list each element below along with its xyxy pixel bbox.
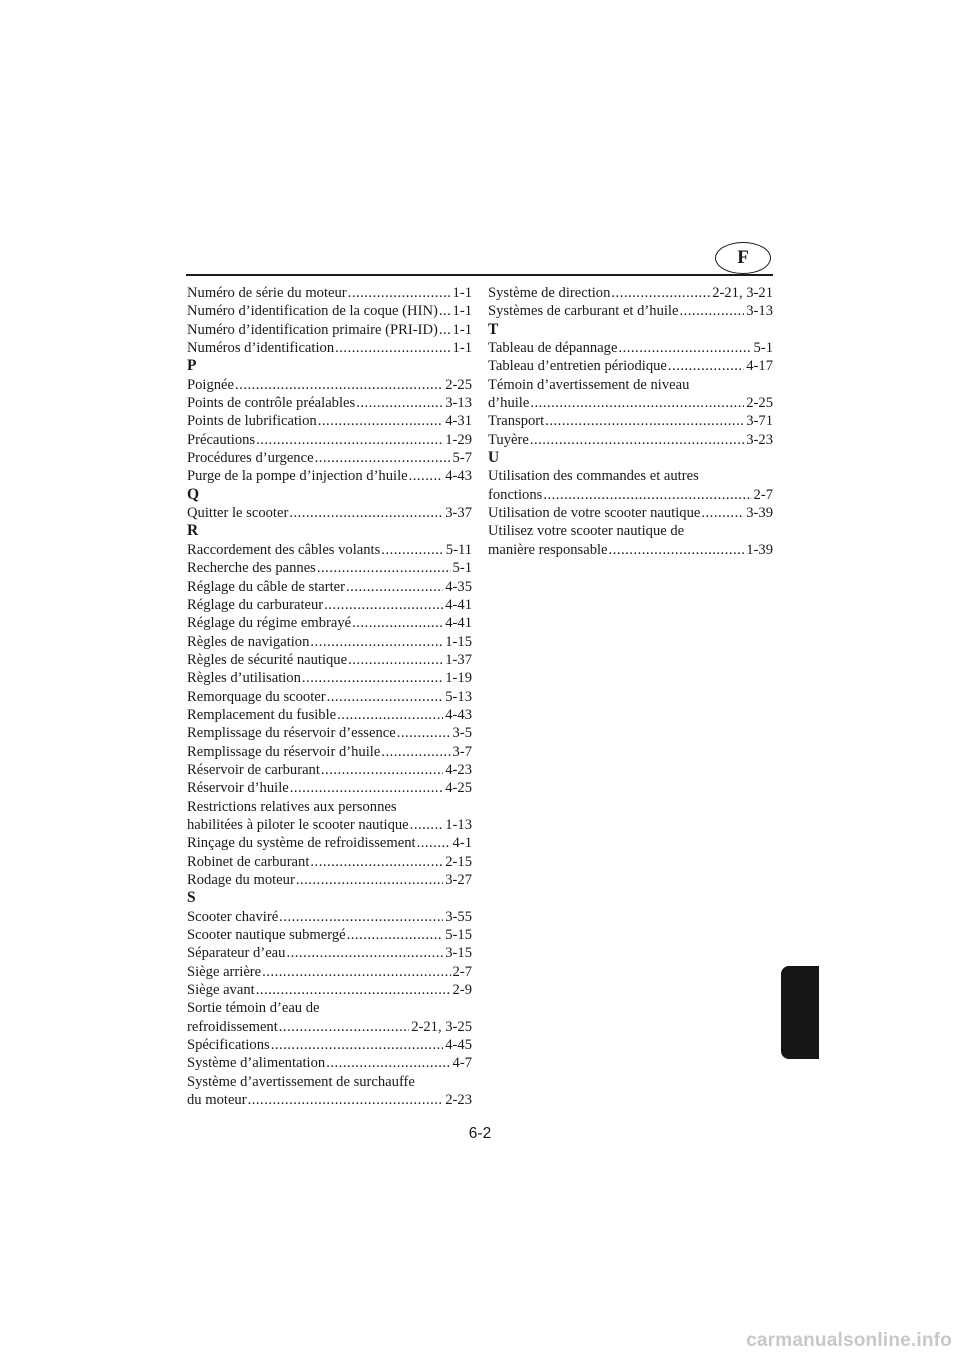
index-entry-page-ref: 2-21, 3-25 [411, 1018, 472, 1035]
dot-leader [310, 633, 443, 651]
index-entry-title: habilitées à piloter le scooter nautique [187, 816, 409, 833]
dot-leader [235, 376, 443, 394]
dot-leader [302, 669, 443, 687]
index-letter-heading: S [187, 889, 196, 907]
index-entry [488, 284, 773, 302]
index-entry-title: Remorquage du scooter [187, 688, 326, 705]
index-entry-page-ref: 5-13 [445, 688, 472, 705]
dot-leader [348, 284, 451, 302]
dot-leader [248, 1091, 444, 1109]
index-entry [187, 431, 472, 449]
dot-leader [290, 779, 444, 797]
index-entry-title: Siège arrière [187, 963, 262, 980]
dot-leader [668, 357, 744, 375]
index-entry [488, 376, 773, 413]
index-entry [488, 357, 773, 375]
dot-leader [289, 504, 443, 522]
index-entry-page-ref: 4-23 [445, 761, 472, 778]
dot-leader [530, 431, 744, 449]
index-letter-heading: Q [187, 485, 200, 503]
index-entry-title-line1: Utilisez votre scooter nautique de [488, 523, 685, 540]
index-entry-title: Spécifications [187, 1037, 270, 1054]
index-entry-title: Réglage du carburateur [187, 596, 324, 613]
index-entry [187, 743, 472, 761]
index-entry [187, 926, 472, 944]
dot-leader [327, 688, 444, 706]
dot-leader [326, 1054, 450, 1072]
index-entry-title: Poignée [187, 376, 235, 393]
index-entry [187, 669, 472, 687]
index-entry [187, 981, 472, 999]
index-entry [187, 321, 472, 339]
index-entry [187, 449, 472, 467]
index-entry-title: Numéro d’identification de la coque (HIN) [187, 303, 438, 320]
index-entry-title: Séparateur d’eau [187, 945, 286, 962]
dot-leader [609, 541, 745, 559]
index-entry [488, 339, 773, 357]
index-entry-title: Points de contrôle préalables [187, 395, 356, 412]
index-entry [187, 999, 472, 1036]
dot-leader [262, 963, 450, 981]
index-entry-title: Numéro de série du moteur [187, 285, 347, 301]
index-entry-title: Rodage du moteur [187, 872, 295, 888]
index-entry-title: Raccordement des câbles volants [187, 541, 381, 558]
index-entry [187, 339, 472, 357]
index-entry-title: Remplissage du réservoir d’huile [187, 743, 381, 760]
index-entry-page-ref: 5-11 [445, 541, 472, 558]
index-entry-title: Transport [488, 413, 545, 430]
index-entry-page-ref: 1-1 [452, 303, 472, 320]
index-entry-page-ref: 2-15 [445, 853, 472, 870]
index-entry [187, 467, 472, 485]
index-entry-title: Points de lubrification [187, 413, 317, 430]
index-entry-title-line1: Restrictions relatives aux personnes [187, 798, 397, 815]
index-entry-page-ref: 3-5 [452, 725, 472, 742]
dot-leader [381, 541, 443, 559]
dot-leader [545, 412, 744, 430]
dot-leader [611, 284, 710, 302]
index-entry [187, 394, 472, 412]
index-entry [187, 724, 472, 742]
index-entry-title: Réglage du câble de starter [187, 578, 346, 595]
index-entry-title: Règles de sécurité nautique [187, 651, 348, 668]
dot-leader [530, 394, 744, 412]
index-entry-title: Réservoir de carburant [187, 761, 320, 778]
index-entry-page-ref: 4-7 [452, 1055, 472, 1072]
page-number: 6-2 [468, 1125, 492, 1142]
dot-leader [356, 394, 443, 412]
index-entry-title: Robinet de carburant [187, 853, 310, 870]
index-entry-page-ref: 4-43 [445, 706, 472, 723]
index-entry [187, 1073, 472, 1110]
index-entry [187, 302, 472, 320]
dot-leader [679, 302, 744, 320]
dot-leader [324, 596, 443, 614]
index-entry-page-ref: 3-15 [445, 945, 472, 962]
index-entry-page-ref: 2-21, 3-21 [712, 285, 773, 301]
dot-leader [439, 302, 451, 320]
index-entry [488, 522, 773, 559]
index-letter-heading: U [488, 449, 500, 467]
index-entry-title-line1: Utilisation des commandes et autres [488, 468, 699, 485]
dot-leader [279, 908, 443, 926]
index-entry-title: refroidissement [187, 1018, 278, 1035]
index-entry [187, 1054, 472, 1072]
index-entry [187, 412, 472, 430]
index-entry-page-ref: 2-7 [452, 963, 472, 980]
index-entry-page-ref: 4-31 [445, 413, 472, 430]
index-entry-title-line1: Témoin d’avertissement de niveau [488, 376, 690, 393]
index-entry [488, 412, 773, 430]
index-entry-page-ref: 2-25 [746, 395, 773, 412]
index-entry-page-ref: 5-1 [753, 340, 773, 357]
dot-leader [315, 449, 451, 467]
index-entry-title: Système de direction [488, 285, 611, 301]
index-entry-page-ref: 4-35 [445, 578, 472, 595]
index-entry [187, 871, 472, 889]
index-entry-page-ref: 1-29 [445, 431, 472, 448]
index-entry-title: Précautions [187, 431, 256, 448]
index-entry-page-ref: 3-23 [746, 431, 773, 448]
index-entry-page-ref: 5-1 [452, 560, 472, 577]
index-entry-title: Remplissage du réservoir d’essence [187, 725, 396, 742]
index-entry [187, 963, 472, 981]
index-entry-page-ref: 1-19 [445, 670, 472, 687]
index-entry [187, 596, 472, 614]
index-entry [488, 431, 773, 449]
index-entry-title: Siège avant [187, 982, 255, 999]
index-entry-page-ref: 4-41 [445, 615, 472, 632]
index-entry-page-ref: 3-39 [746, 505, 773, 522]
index-entry [488, 302, 773, 320]
index-entry [187, 834, 472, 852]
index-column-right [488, 284, 773, 559]
index-entry-page-ref: 4-43 [445, 468, 472, 485]
index-entry-title: Procédures d’urgence [187, 450, 314, 467]
index-entry [187, 688, 472, 706]
index-entry-page-ref: 1-1 [452, 340, 472, 357]
index-entry-page-ref: 4-41 [445, 596, 472, 613]
dot-leader [381, 743, 450, 761]
index-entry-title: Numéros d’identification [187, 340, 335, 357]
index-entry-title: Recherche des pannes [187, 560, 316, 577]
index-entry-page-ref: 4-45 [445, 1037, 472, 1054]
index-entry [187, 908, 472, 926]
index-entry-title: Réservoir d’huile [187, 780, 289, 797]
index-letter-heading: P [187, 357, 197, 375]
index-entry-title: Quitter le scooter [187, 505, 289, 522]
dot-leader [256, 431, 443, 449]
index-entry-page-ref: 4-25 [445, 780, 472, 797]
index-entry-title: manière responsable [488, 541, 608, 558]
index-entry [187, 779, 472, 797]
index-entry-page-ref: 1-1 [452, 285, 472, 301]
dot-leader [618, 339, 751, 357]
index-entry-title: Scooter chaviré [187, 908, 279, 925]
index-entry-title: Remplacement du fusible [187, 706, 337, 723]
dot-leader [543, 486, 751, 504]
index-entry [488, 467, 773, 504]
index-entry-title: Purge de la pompe d’injection d’huile [187, 468, 408, 485]
index-entry-page-ref: 1-15 [445, 633, 472, 650]
dot-leader [318, 412, 444, 430]
dot-leader [335, 339, 450, 357]
index-entry-page-ref: 3-13 [445, 395, 472, 412]
index-entry [187, 559, 472, 577]
index-entry-page-ref: 2-9 [452, 982, 472, 999]
index-entry-page-ref: 3-37 [445, 505, 472, 522]
index-entry-page-ref: 3-27 [445, 872, 472, 888]
index-entry [187, 853, 472, 871]
index-entry-title: Tuyère [488, 431, 529, 448]
dot-leader [410, 816, 444, 834]
index-letter-heading: T [488, 320, 499, 338]
index-entry [187, 1036, 472, 1054]
index-entry-page-ref: 5-15 [445, 927, 472, 944]
index-entry [187, 651, 472, 669]
index-entry-page-ref: 3-7 [452, 743, 472, 760]
dot-leader [701, 504, 744, 522]
index-entry-title: Réglage du régime embrayé [187, 615, 352, 632]
index-entry-page-ref: 5-7 [452, 450, 472, 467]
dot-leader [256, 981, 451, 999]
index-entry [187, 578, 472, 596]
dot-leader [279, 1018, 409, 1036]
index-entry-title-line1: Système d’avertissement de surchauffe [187, 1073, 415, 1090]
index-entry-title: Rinçage du système de refroidissement [187, 835, 416, 852]
dot-leader [347, 926, 444, 944]
index-entry-title: Numéro d’identification primaire (PRI-ID) [187, 321, 438, 338]
index-entry-title: Règles de navigation [187, 633, 310, 650]
index-entry-title-line1: Sortie témoin d’eau de [187, 1000, 320, 1017]
index-entry-title: Tableau d’entretien périodique [488, 358, 667, 375]
index-entry-title: Systèmes de carburant et d’huile [488, 303, 679, 320]
dot-leader [397, 724, 451, 742]
index-entry-page-ref: 3-13 [746, 303, 773, 320]
index-entry [187, 614, 472, 632]
index-entry-page-ref: 1-13 [445, 816, 472, 833]
index-entry-page-ref: 1-37 [445, 651, 472, 668]
dot-leader [321, 761, 443, 779]
index-entry-page-ref: 4-1 [452, 835, 472, 852]
index-entry [187, 541, 472, 559]
index-entry [187, 761, 472, 779]
watermark: carmanualsonline.info [746, 1330, 952, 1351]
index-entry-page-ref: 1-1 [452, 321, 472, 338]
dot-leader [417, 834, 451, 852]
index-entry-title: Scooter nautique submergé [187, 927, 346, 944]
index-entry [488, 504, 773, 522]
header-rule [186, 274, 773, 276]
dot-leader [352, 614, 443, 632]
dot-leader [286, 944, 443, 962]
index-entry [187, 504, 472, 522]
dot-leader [337, 706, 443, 724]
dot-leader [310, 853, 443, 871]
index-entry-title: Utilisation de votre scooter nautique [488, 505, 701, 522]
index-entry [187, 944, 472, 962]
section-thumb-tab [781, 966, 819, 1059]
language-badge: F [715, 242, 771, 274]
dot-leader [439, 321, 451, 339]
index-entry-page-ref: 4-17 [746, 358, 773, 375]
index-entry [187, 633, 472, 651]
index-entry-title: du moteur [187, 1092, 247, 1109]
index-entry-page-ref: 2-25 [445, 376, 472, 393]
index-entry [187, 798, 472, 835]
index-letter-heading: R [187, 522, 199, 540]
index-entry-page-ref: 2-23 [445, 1092, 472, 1109]
dot-leader [296, 871, 443, 889]
dot-leader [409, 467, 444, 485]
index-entry-page-ref: 3-71 [746, 413, 773, 430]
dot-leader [348, 651, 443, 669]
index-entry-title: fonctions [488, 486, 543, 503]
index-entry-title: Tableau de dépannage [488, 340, 618, 357]
index-entry-page-ref: 1-39 [746, 541, 773, 558]
index-entry [187, 376, 472, 394]
index-entry [187, 284, 472, 302]
dot-leader [317, 559, 451, 577]
index-entry-title: d’huile [488, 395, 530, 412]
index-entry-page-ref: 3-55 [445, 908, 472, 925]
dot-leader [346, 578, 443, 596]
index-entry-page-ref: 2-7 [753, 486, 773, 503]
index-entry-title: Système d’alimentation [187, 1055, 326, 1072]
index-entry [187, 706, 472, 724]
dot-leader [271, 1036, 444, 1054]
index-entry-title: Règles d’utilisation [187, 670, 301, 687]
index-column-left [187, 284, 472, 1109]
